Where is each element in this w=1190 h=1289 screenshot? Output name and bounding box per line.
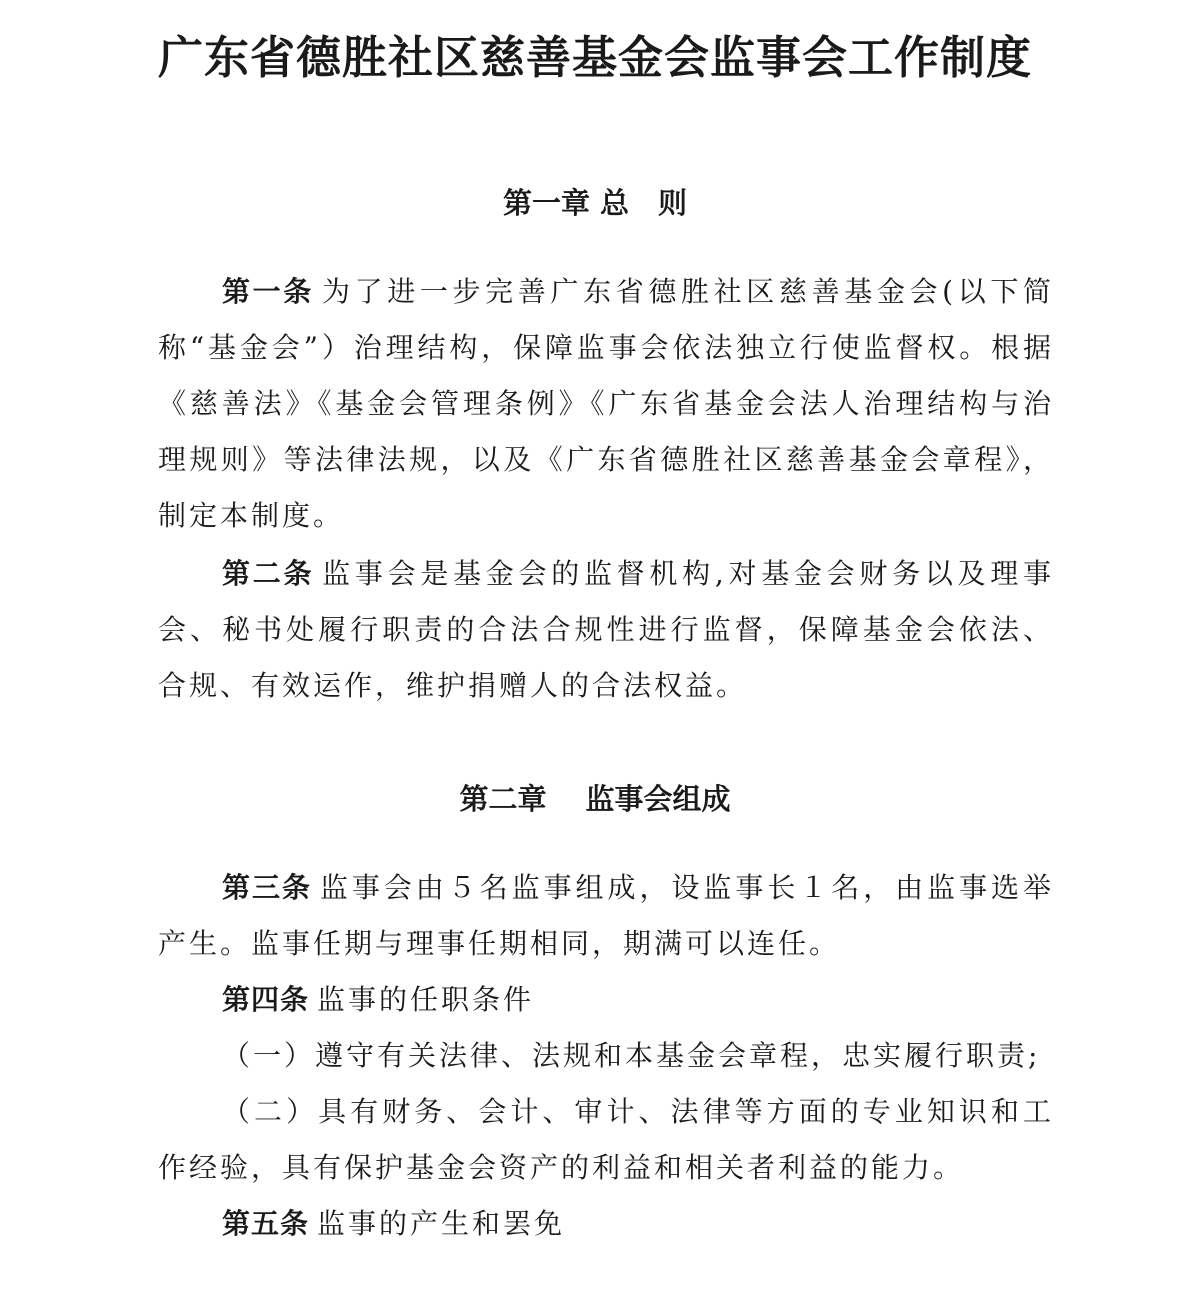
- article-text: 监事的任职条件: [317, 983, 535, 1016]
- article-4-item-1: （一）遵守有关法律、法规和本基金会章程，忠实履行职责;: [222, 1039, 1041, 1072]
- article-4-item-2: （二）具有财务、会计、审计、法律等方面的专业知识和工作经验，具有保护基金会资产的利益和相关者利益的能力。: [158, 1095, 1054, 1184]
- chapter-1-heading: 第一章 总 则: [502, 186, 688, 220]
- article-number: 第三条: [222, 871, 312, 904]
- article-number: 第一条: [222, 275, 314, 308]
- article-3: [158, 860, 1054, 972]
- article-5: [158, 1196, 1054, 1252]
- article-number: 第四条: [222, 983, 310, 1016]
- article-number: 第五条: [222, 1207, 310, 1240]
- chapter-2-heading: 第二章 监事会组成: [459, 782, 731, 816]
- article-text: 监事的产生和罢免: [317, 1207, 566, 1240]
- document-title: 广东省德胜社区慈善基金会监事会工作制度: [157, 31, 1032, 84]
- article-text: 为了进一步完善广东省德胜社区慈善基金会(以下简称“基金会”）治理结构，保障监事会依法独立行使监督权。根据《慈善法》《基金会管理条例》《广东省基金会法人治理结构与治理规则》等法律法规，以及《广东省德胜社区慈善基金会章程》，制定本制度。: [158, 275, 1054, 532]
- article-4: [158, 972, 1054, 1028]
- article-1: [158, 264, 1054, 544]
- article-text: 监事会由５名监事组成，设监事长１名，由监事选举产生。监事任期与理事任期相同，期满可以连任。: [158, 871, 1054, 960]
- article-text: 监事会是基金会的监督机构,对基金会财务以及理事会、秘书处履行职责的合法合规性进行监督，保障基金会依法、合规、有效运作，维护捐赠人的合法权益。: [158, 557, 1054, 702]
- article-number: 第二条: [222, 557, 315, 590]
- article-2: [158, 546, 1054, 714]
